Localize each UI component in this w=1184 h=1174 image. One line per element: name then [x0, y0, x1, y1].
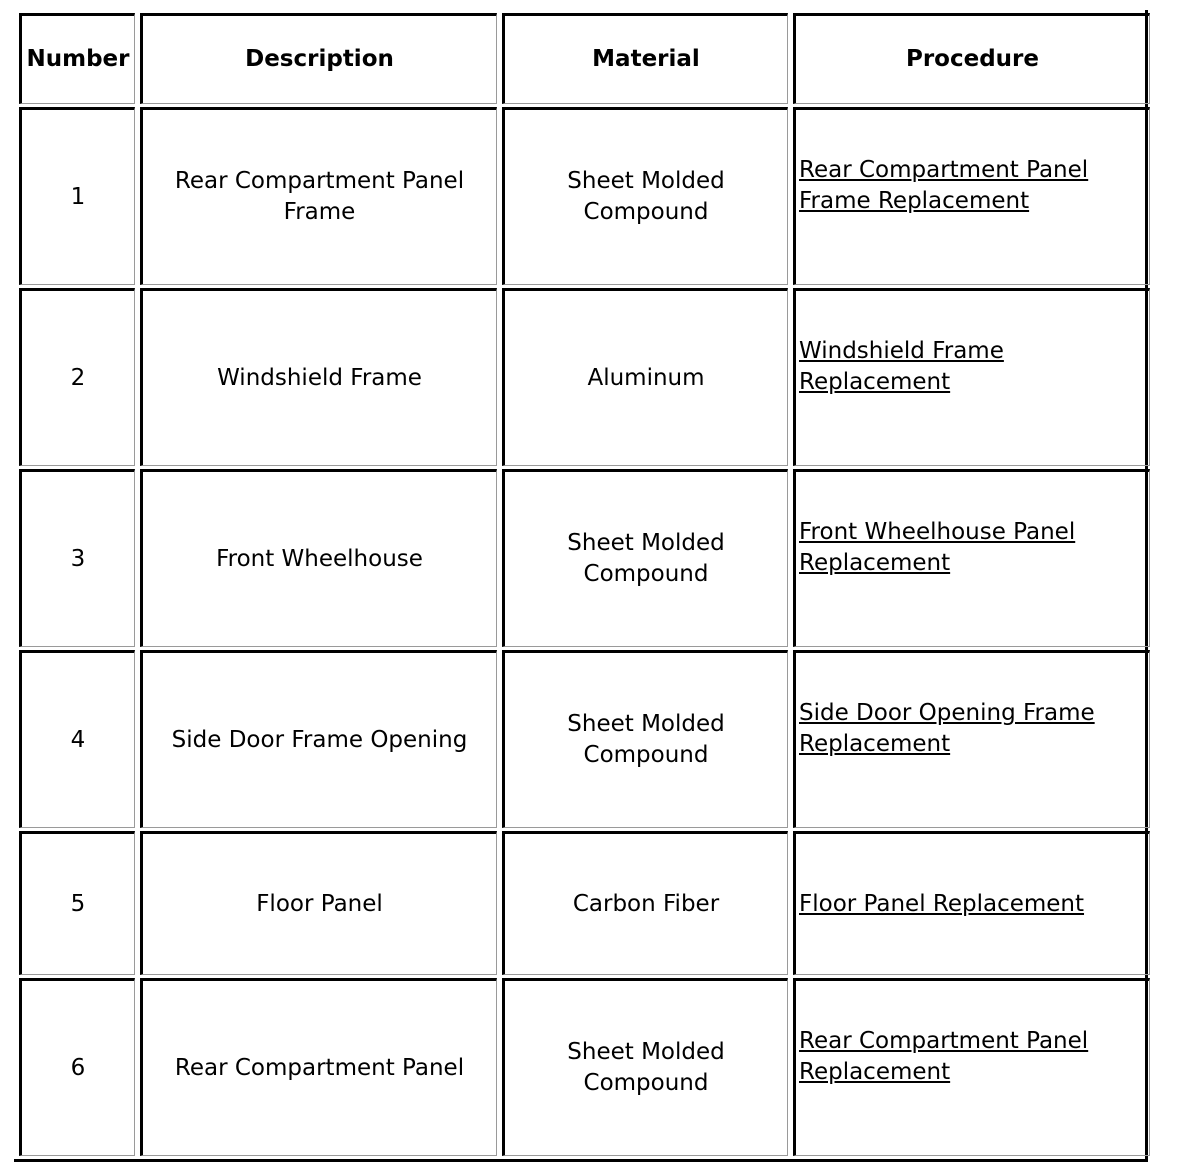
parts-table: [14, 10, 1155, 1159]
cell-description: Windshield Frame: [140, 288, 497, 466]
cell-material: Sheet Molded Compound: [502, 650, 788, 828]
table-row: [19, 650, 1150, 828]
cell-description: Front Wheelhouse: [140, 469, 497, 647]
cell-procedure: [793, 469, 1150, 647]
table-row: [19, 288, 1150, 466]
cell-description: Rear Compartment Panel Frame: [140, 107, 497, 285]
cell-number: 5: [19, 831, 135, 975]
cell-material: Sheet Molded Compound: [502, 469, 788, 647]
cell-description: Floor Panel: [140, 831, 497, 975]
cell-material: Carbon Fiber: [502, 831, 788, 975]
cell-material: Sheet Molded Compound: [502, 978, 788, 1156]
cell-procedure: [793, 288, 1150, 466]
cell-number: 1: [19, 107, 135, 285]
table-row: [19, 107, 1150, 285]
procedure-link[interactable]: Rear Compartment Panel Replacement: [799, 1028, 1089, 1085]
header-material: Material: [502, 13, 788, 104]
cell-number: 3: [19, 469, 135, 647]
cell-material: Sheet Molded Compound: [502, 107, 788, 285]
cell-procedure: [793, 650, 1150, 828]
cell-material: Aluminum: [502, 288, 788, 466]
table-row: [19, 831, 1150, 975]
procedure-link[interactable]: Windshield Frame Replacement: [799, 338, 1004, 395]
table-row: [19, 469, 1150, 647]
header-description: Description: [140, 13, 497, 104]
cell-procedure: [793, 107, 1150, 285]
cell-description: Rear Compartment Panel: [140, 978, 497, 1156]
cell-number: 4: [19, 650, 135, 828]
cell-number: 2: [19, 288, 135, 466]
procedure-link[interactable]: Rear Compartment Panel Frame Replacement: [799, 157, 1089, 214]
table-row: [19, 978, 1150, 1156]
header-number: Number: [19, 13, 135, 104]
header-procedure: Procedure: [793, 13, 1150, 104]
cell-number: 6: [19, 978, 135, 1156]
cell-procedure: [793, 831, 1150, 975]
procedure-link[interactable]: Front Wheelhouse Panel Replacement: [799, 519, 1076, 576]
header-row: [19, 13, 1150, 104]
procedure-link[interactable]: Side Door Opening Frame Replacement: [799, 700, 1095, 757]
procedure-link[interactable]: Floor Panel Replacement: [799, 890, 1085, 917]
cell-procedure: [793, 978, 1150, 1156]
cell-description: Side Door Frame Opening: [140, 650, 497, 828]
